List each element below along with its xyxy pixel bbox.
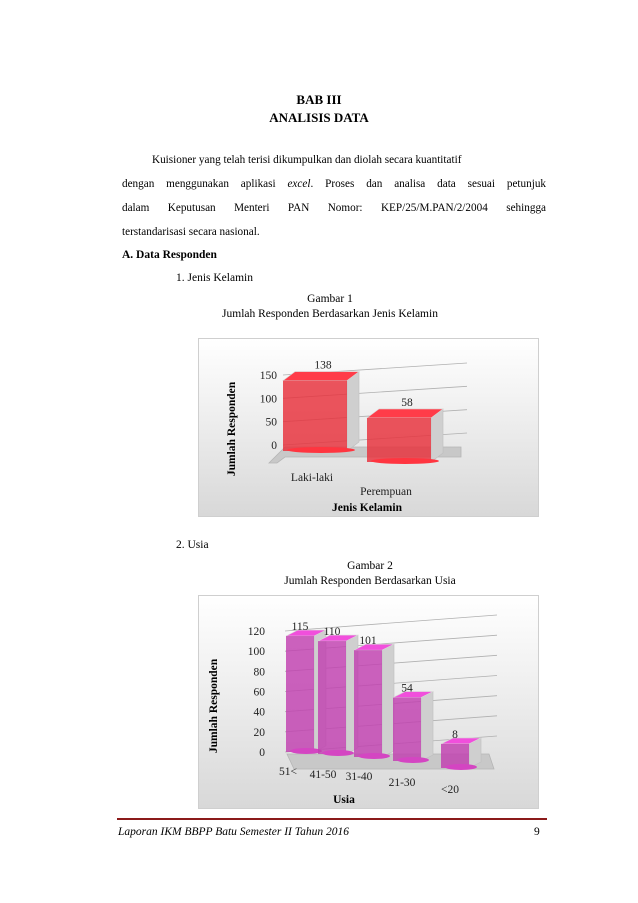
data-label: 54 — [401, 682, 413, 695]
intro-line-3: dalam Keputusan Menteri PAN Nomor: KEP/25/M.PAN/2/2004 sehingga — [122, 202, 546, 214]
x-tick-label: <20 — [441, 784, 459, 796]
bar — [318, 641, 346, 754]
section-data-responden: A. Data Responden — [122, 249, 217, 261]
chapter-heading: BAB III — [296, 92, 342, 107]
y-tick-label: 100 — [259, 393, 277, 406]
footer-text: Laporan IKM BBPP Batu Semester II Tahun 2016 — [118, 826, 349, 838]
figure-2-caption: Jumlah Responden Berdasarkan Usia — [284, 575, 456, 587]
x-tick-label: 31-40 — [345, 771, 373, 783]
y-tick-label: 20 — [253, 726, 265, 739]
y-tick-label: 50 — [265, 416, 277, 429]
y-axis-title: Jumlah Responden — [208, 658, 220, 754]
figure-1-label: Gambar 1 — [307, 293, 353, 305]
y-tick-label: 60 — [253, 686, 265, 699]
data-label: 138 — [314, 359, 332, 372]
x-tick-label: 21-30 — [388, 777, 416, 789]
bar-side — [382, 644, 394, 757]
intro-line-2-end: . Proses dan analisa data sesuai petunjuk — [310, 178, 547, 190]
x-tick-label: Laki-laki — [290, 472, 334, 484]
chart-1-container — [198, 338, 539, 517]
bar — [283, 381, 347, 451]
bar-base — [322, 750, 354, 756]
bar-base — [358, 753, 390, 759]
intro-line-2 — [122, 172, 546, 196]
y-tick-label: 100 — [247, 646, 265, 659]
intro-paragraph — [122, 148, 546, 244]
intro-line-2-text: dengan menggunakan aplikasi — [122, 178, 288, 190]
page-number: 9 — [534, 826, 540, 838]
y-tick-label: 0 — [271, 440, 277, 452]
chapter-title: ANALISIS DATA — [269, 110, 369, 125]
chart-1 — [199, 339, 538, 516]
bar-base — [445, 764, 477, 770]
y-tick-label: 150 — [259, 370, 277, 382]
x-tick-label: 51< — [279, 766, 297, 778]
x-axis-title: Usia — [333, 794, 355, 806]
item-usia: 2. Usia — [176, 539, 209, 551]
y-tick-label: 120 — [247, 626, 265, 638]
x-tick-label: 41-50 — [309, 769, 337, 781]
y-axis-title: Jumlah Responden — [226, 381, 238, 477]
data-label: 115 — [291, 621, 309, 634]
y-tick-label: 80 — [253, 666, 265, 679]
intro-line-4: terstandarisasi secara nasional. — [122, 226, 260, 238]
chart-2 — [199, 596, 538, 808]
bar — [367, 418, 431, 462]
figure-1-caption: Jumlah Responden Berdasarkan Jenis Kelamin — [222, 308, 438, 320]
y-tick-label: 0 — [259, 747, 265, 759]
item-jenis-kelamin: 1. Jenis Kelamin — [176, 272, 253, 284]
bar-top — [367, 409, 443, 418]
figure-2-label: Gambar 2 — [347, 560, 393, 572]
data-label: 58 — [401, 396, 413, 409]
bar-base — [287, 447, 355, 453]
bar — [354, 650, 382, 757]
bar-top — [283, 372, 359, 381]
bar — [393, 698, 421, 761]
bar-base — [371, 458, 439, 464]
bar-side — [421, 692, 433, 761]
x-tick-label: Perempuan — [360, 486, 412, 498]
bar-base — [397, 757, 429, 763]
bar-base — [290, 748, 322, 754]
bar — [286, 636, 314, 752]
chart-2-container — [198, 595, 539, 809]
data-label: 101 — [359, 635, 377, 648]
bar-side — [347, 372, 359, 451]
intro-line-1: Kuisioner yang telah terisi dikumpulkan dan diolah secara kuantitatif — [152, 154, 462, 166]
y-tick-label: 40 — [253, 706, 265, 719]
x-axis-title: Jenis Kelamin — [332, 502, 402, 514]
footer-rule — [117, 818, 547, 820]
data-label: 8 — [452, 728, 458, 741]
intro-excel-emphasis: excel — [287, 178, 311, 190]
data-label: 110 — [323, 626, 341, 639]
